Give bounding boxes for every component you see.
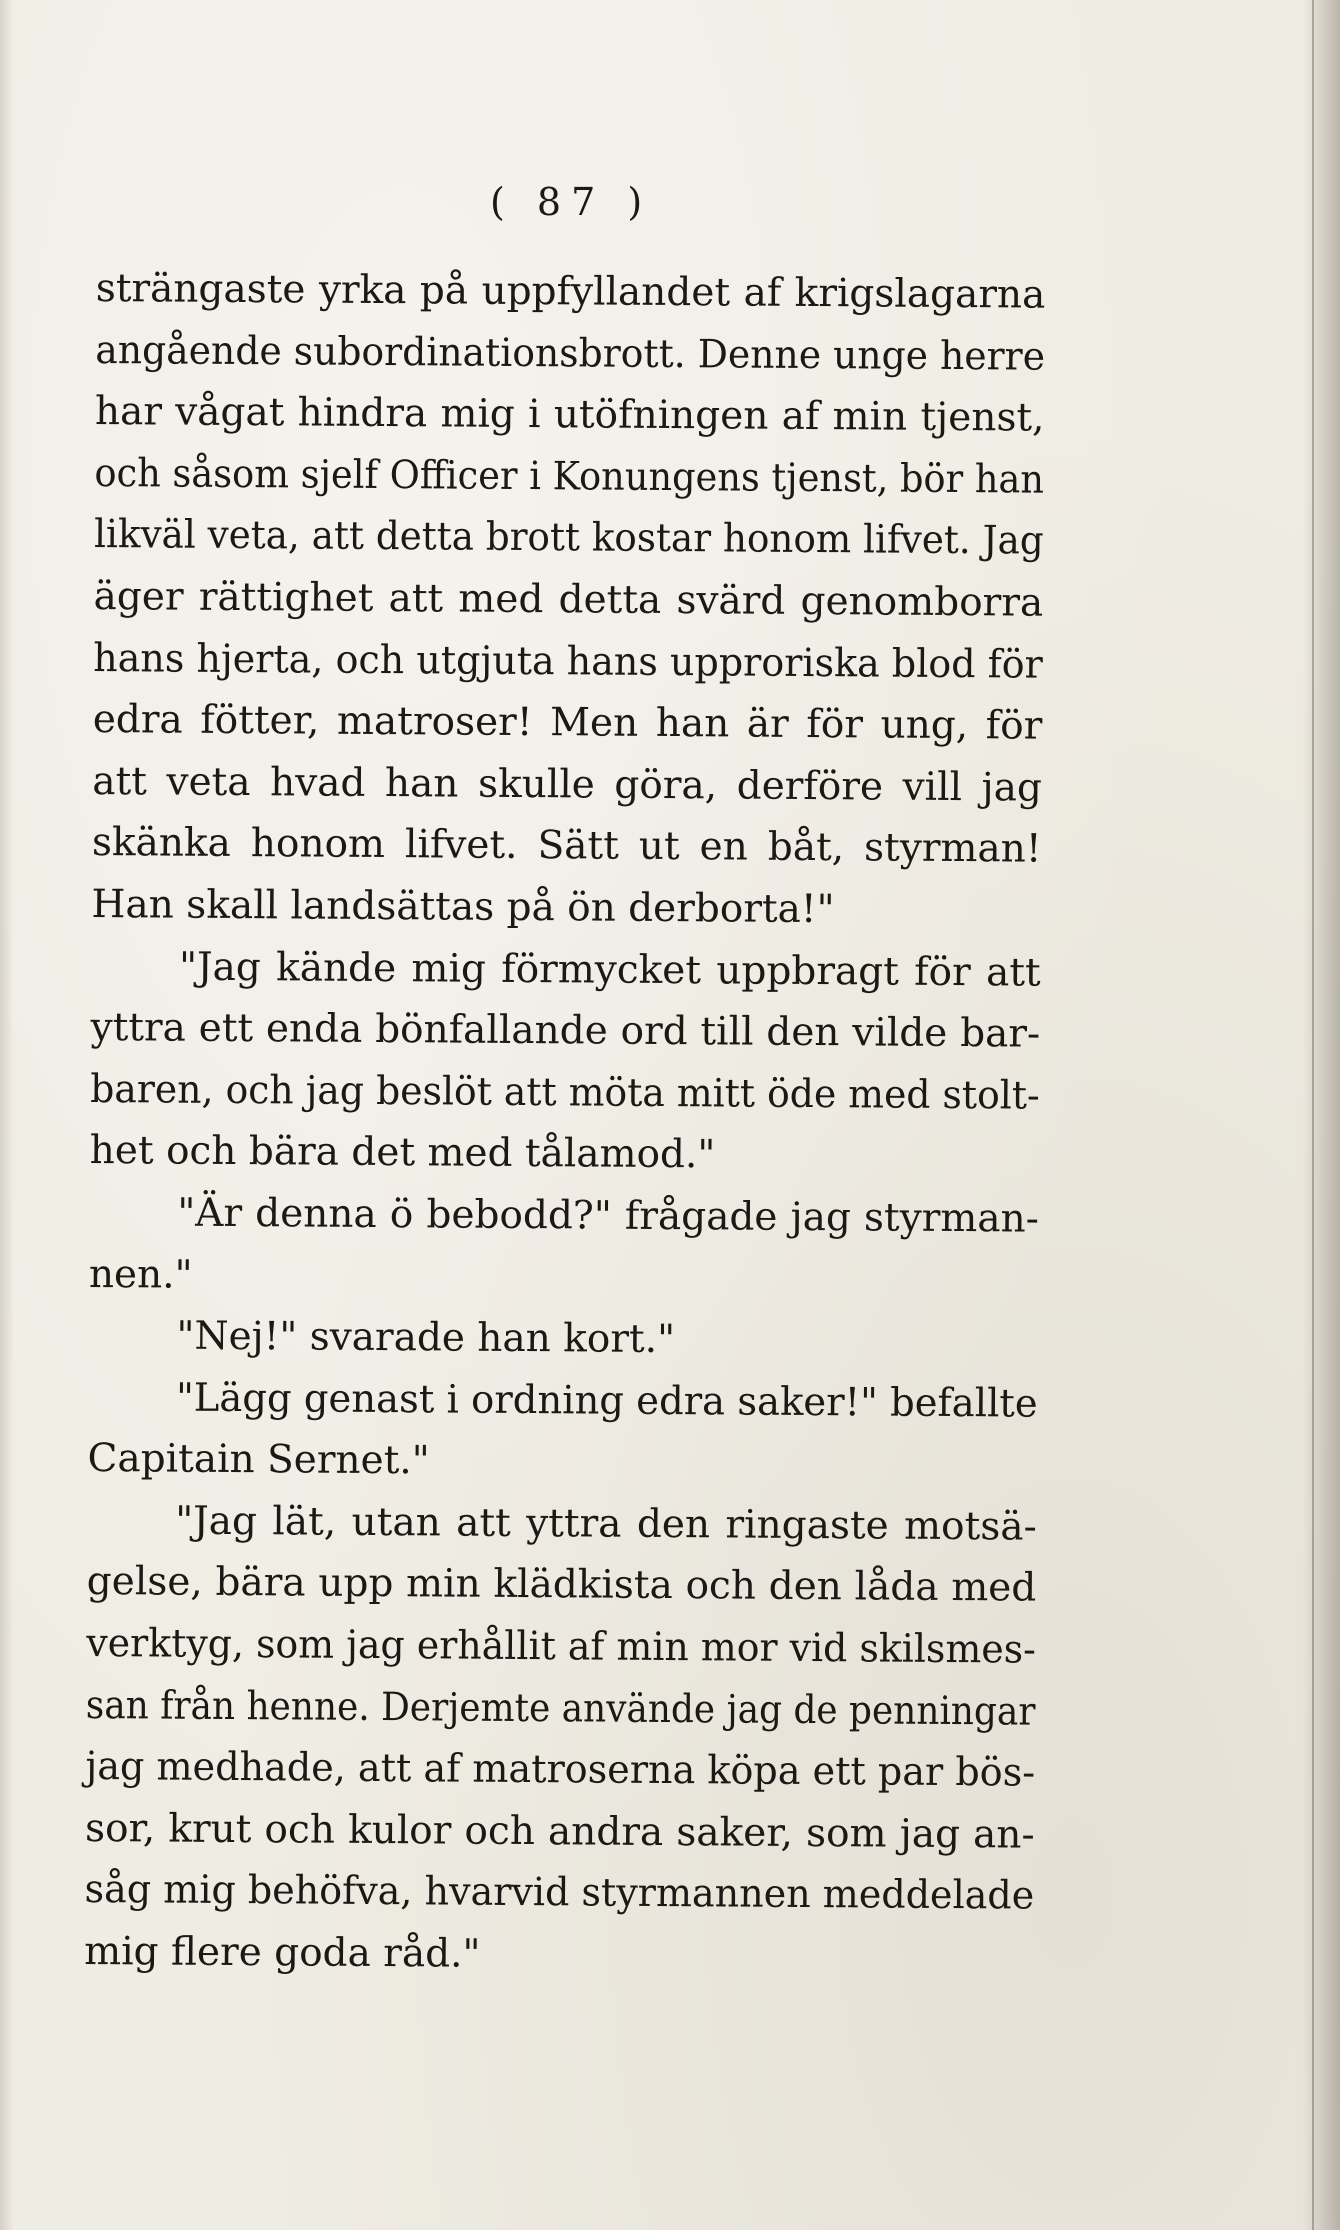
text-line bbox=[84, 1859, 1034, 1927]
text-line-content: gelse, bära upp min klädkista och den låda med bbox=[86, 1559, 1037, 1612]
text-line bbox=[95, 381, 1045, 449]
text-line bbox=[89, 1243, 1039, 1311]
text-line bbox=[88, 1367, 1038, 1435]
text-line bbox=[88, 1305, 1038, 1373]
text-line bbox=[87, 1428, 1037, 1496]
text-line-content: mig flere goda råd." bbox=[84, 1928, 481, 1977]
text-line-content: "Nej!" svarade han kort." bbox=[176, 1313, 676, 1363]
page-left-edge-shadow bbox=[0, 0, 14, 2230]
text-line bbox=[86, 1675, 1036, 1743]
text-line bbox=[92, 812, 1042, 880]
text-line-content: yttra ett enda bönfallande ord till den vilde bar- bbox=[90, 1005, 1041, 1057]
text-line bbox=[91, 874, 1041, 942]
page-spine-shadow bbox=[1302, 0, 1340, 2230]
text-line-content: verktyg, som jag erhållit af min mor vid skilsmes- bbox=[86, 1621, 1037, 1673]
text-line bbox=[94, 443, 1044, 511]
text-line bbox=[92, 751, 1042, 819]
text-line-content: Han skall landsättas på ön derborta!" bbox=[91, 881, 835, 933]
text-line-content: edra fötter, matroser! Men han är för ung, för bbox=[92, 697, 1043, 749]
text-line bbox=[93, 689, 1043, 757]
text-line-content: sor, krut och kulor och andra saker, som jag an- bbox=[84, 1805, 1035, 1858]
text-line bbox=[86, 1613, 1036, 1681]
text-line-content: hans hjerta, och utgjuta hans upproriska blod för bbox=[93, 635, 1043, 688]
text-line-content: och såsom sjelf Officer i Konungens tjenst, bör han bbox=[94, 450, 1045, 503]
text-line-content: "Är denna ö bebodd?" frågade jag styrman- bbox=[177, 1190, 1040, 1242]
text-line-content: likväl veta, att detta brott kostar honom lifvet. Jag bbox=[93, 512, 1044, 564]
page-spine-line bbox=[1312, 0, 1314, 2230]
text-line-content: att veta hvad han skulle göra, derföre vill jag bbox=[92, 758, 1043, 811]
text-line bbox=[87, 1490, 1037, 1558]
body-text bbox=[84, 258, 1046, 1989]
text-line bbox=[96, 258, 1046, 326]
text-line-content: jag medhade, att af matroserna köpa ett par bös- bbox=[85, 1744, 1036, 1796]
text-line bbox=[93, 566, 1043, 634]
text-line-content: såg mig behöfva, hvarvid styrmannen meddelade bbox=[84, 1867, 1035, 1920]
text-line bbox=[87, 1551, 1037, 1619]
text-line bbox=[85, 1798, 1035, 1866]
text-line bbox=[89, 1182, 1039, 1250]
text-line bbox=[85, 1736, 1035, 1804]
text-line-content: baren, och jag beslöt att möta mitt öde med stolt- bbox=[90, 1066, 1040, 1119]
text-line-content: Capitain Sernet." bbox=[87, 1436, 430, 1484]
text-line-content: "Lägg genast i ordning edra saker!" befallte bbox=[175, 1375, 1038, 1427]
text-line bbox=[91, 936, 1041, 1004]
text-line bbox=[84, 1921, 1034, 1989]
text-line-content: nen." bbox=[88, 1251, 193, 1298]
text-line bbox=[93, 628, 1043, 696]
text-line bbox=[90, 997, 1040, 1065]
text-line-content: "Jag lät, utan att yttra den ringaste motsä- bbox=[175, 1498, 1037, 1550]
text-line-content: strängaste yrka på uppfyllandet af krigslagarna bbox=[95, 265, 1046, 318]
text-line-content: het och bära det med tålamod." bbox=[89, 1128, 716, 1178]
text-line bbox=[90, 1059, 1040, 1127]
text-line-content: san från henne. Derjemte använde jag de penningar bbox=[85, 1682, 1036, 1735]
text-line bbox=[90, 1120, 1040, 1188]
text-line-content: skänka honom lifvet. Sätt ut en båt, styrman! bbox=[91, 820, 1042, 872]
text-line-content: "Jag kände mig förmycket uppbragt för att bbox=[178, 944, 1041, 996]
page-number: ( 87 ) bbox=[490, 180, 653, 224]
text-line-content: äger rättighet att med detta svärd genomborra bbox=[93, 573, 1044, 626]
text-line bbox=[94, 504, 1044, 572]
text-line-content: angående subordinationsbrott. Denne unge herre bbox=[95, 327, 1046, 380]
text-line bbox=[95, 320, 1045, 388]
text-line-content: har vågat hindra mig i utöfningen af min tjenst, bbox=[94, 389, 1045, 441]
